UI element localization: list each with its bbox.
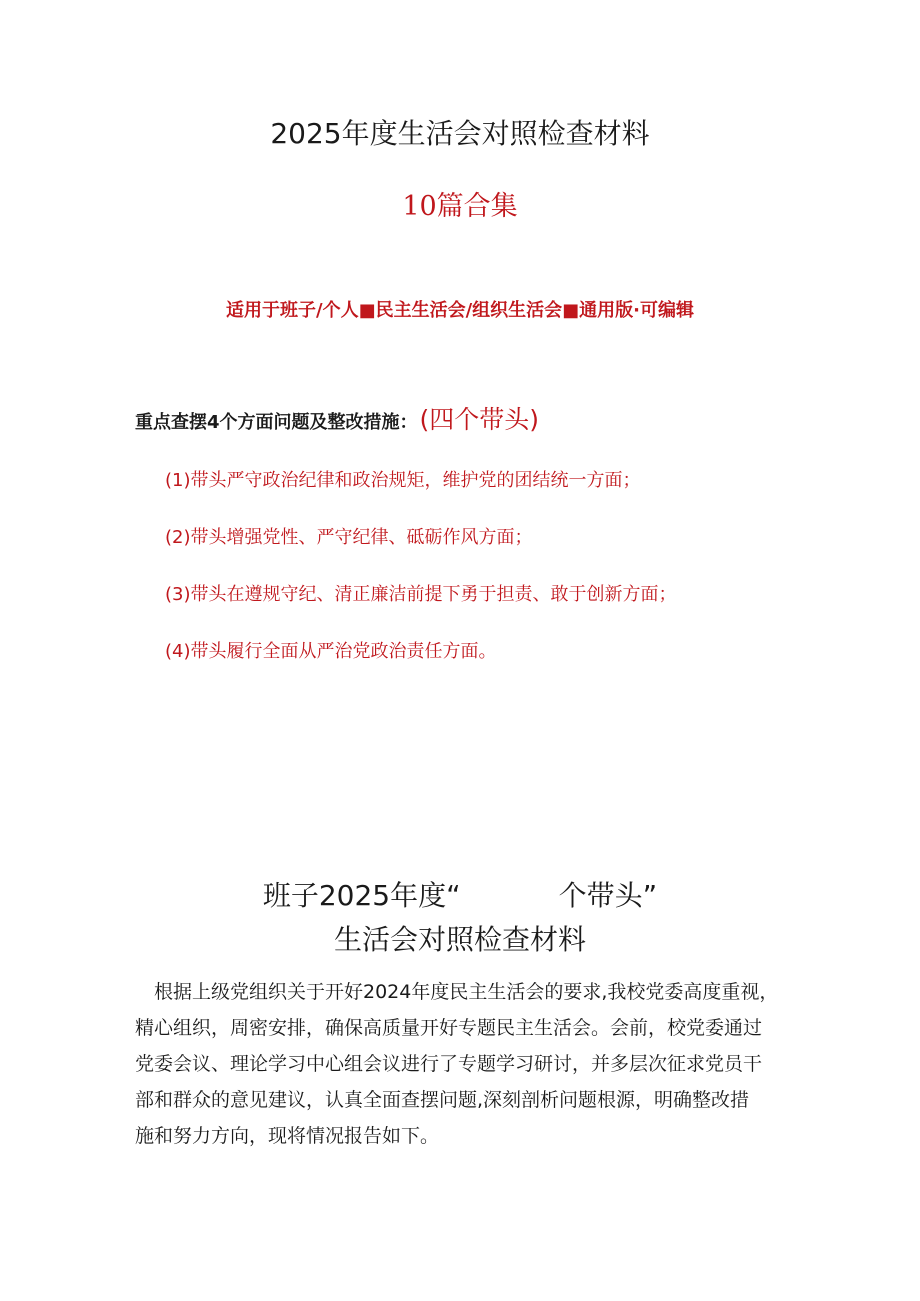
body-line-2: 精心组织，周密安排，确保高质量开好专题民主生活会。会前，校党委通过 <box>135 1017 763 1039</box>
body-line-1: 根据上级党组织关于开好2024年度民主生活会的要求,我校党委高度重视， <box>154 981 779 1003</box>
focus-point-2: (2)带头增强党性、严守纪律、砥砺作风方面； <box>165 527 533 548</box>
focus-highlight: (四个带头) <box>419 405 540 434</box>
focus-point-3: (3)带头在遵规守纪、清正廉洁前提下勇于担责、敢于创新方面； <box>165 584 677 605</box>
body-line-3: 党委会议、理论学习中心组会议进行了专题学习研讨，并多层次征求党员干 <box>135 1053 763 1075</box>
section-title-left: 班子2025年度“ <box>262 879 461 912</box>
usage-note: 适用于班子/个人■民主生活会/组织生活会■通用版·可编辑 <box>226 300 694 321</box>
section-title-line-1 <box>0 874 920 914</box>
document-subtitle: 10篇合集 <box>402 191 518 222</box>
focus-point-1: (1)带头严守政治纪律和政治规矩，维护党的团结统一方面； <box>165 470 641 491</box>
focus-label: 重点查摆4个方面问题及整改措施： <box>135 412 418 433</box>
focus-heading <box>135 400 539 436</box>
body-paragraph <box>135 974 795 1154</box>
document-title: 2025年度生活会对照检查材料 <box>270 117 650 150</box>
body-line-5: 施和努力方向，现将情况报告如下。 <box>135 1125 440 1147</box>
section-title-right: 个带头” <box>558 879 658 912</box>
section-title-line-2: 生活会对照检查材料 <box>333 923 586 956</box>
body-line-4: 部和群众的意见建议，认真全面查摆问题,深刻剖析问题根源，明确整改措 <box>135 1089 750 1111</box>
focus-point-4: (4)带头履行全面从严治党政治责任方面。 <box>165 641 497 662</box>
